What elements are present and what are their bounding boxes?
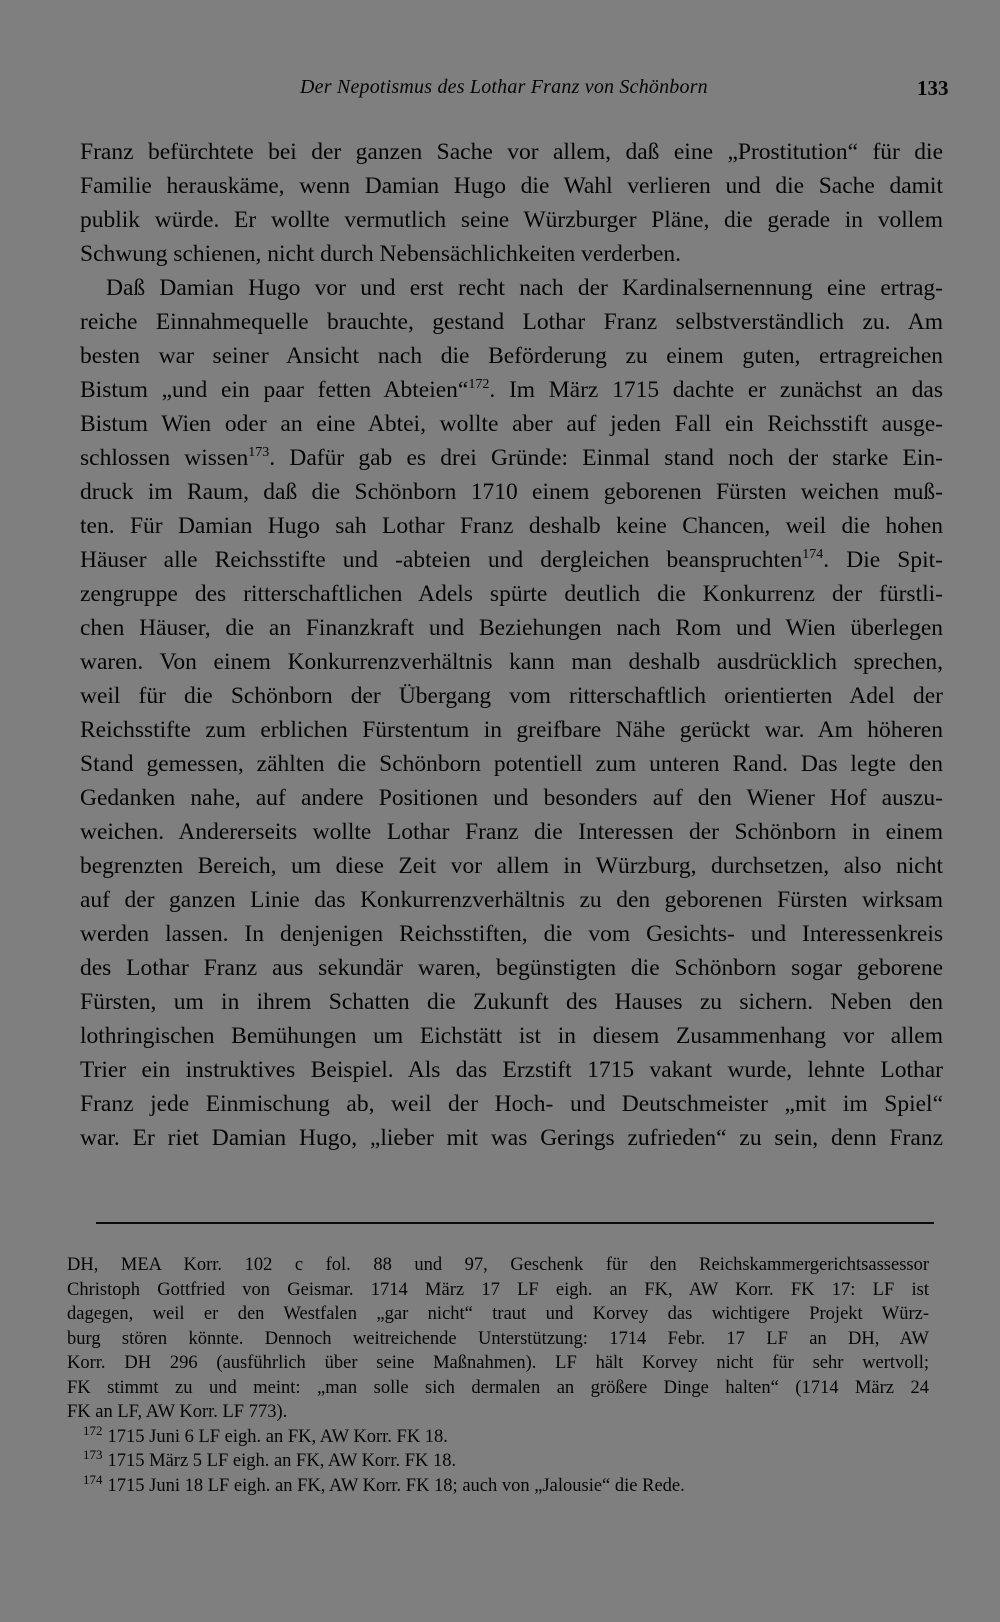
- text-line: Gedanken nahe, auf andere Positionen und besonders auf den Wiener Hof auszu-: [80, 785, 943, 811]
- text-line-with-footnote: [80, 373, 943, 407]
- text-segment: . Dafür gab es drei Gründe: Einmal stand noch der starke Ein-: [269, 445, 944, 471]
- footnote-173: [67, 1449, 929, 1474]
- text-line: Fürsten, um in ihrem Schatten die Zukunft des Hauses zu sichern. Neben den: [80, 989, 943, 1015]
- text-line: war. Er riet Damian Hugo, „lieber mit was Gerings zufrieden“ zu sein, denn Franz: [80, 1125, 943, 1151]
- footnote-text: 1715 Juni 18 LF eigh. an FK, AW Korr. FK 18; auch von „Jalousie“ die Rede.: [107, 1475, 685, 1496]
- footnote-ref-173: 173: [248, 445, 270, 460]
- text-line: auf der ganzen Linie das Konkurrenzverhältnis zu den geborenen Fürsten wirksam: [80, 887, 943, 913]
- main-text: [80, 135, 943, 1155]
- text-line: ten. Für Damian Hugo sah Lothar Franz deshalb keine Chancen, weil die hohen: [80, 513, 943, 539]
- text-line: Franz befürchtete bei der ganzen Sache vor allem, daß eine „Prostitution“ für die: [80, 139, 943, 165]
- footnote-continuation-line: dagegen, weil er den Westfalen „gar nicht“ traut und Korvey das wichtigere Projekt Würz-: [67, 1304, 929, 1324]
- footnote-number: 174: [83, 1471, 103, 1487]
- text-line: chen Häuser, die an Finanzkraft und Beziehungen nach Rom und Wien überlegen: [80, 615, 943, 641]
- text-line: Daß Damian Hugo vor und erst recht nach der Kardinalsernennung eine ertrag-: [106, 275, 943, 301]
- text-line: weil für die Schönborn der Übergang vom ritterschaftlich orientierten Adel der: [80, 683, 943, 709]
- text-line-with-footnote: [80, 441, 943, 475]
- text-line-with-footnote: [80, 543, 943, 577]
- text-line: weichen. Andererseits wollte Lothar Franz die Interessen der Schönborn in einem: [80, 819, 943, 845]
- text-line: druck im Raum, daß die Schönborn 1710 einem geborenen Fürsten weichen muß-: [80, 479, 943, 505]
- text-line: werden lassen. In denjenigen Reichsstiften, die vom Gesichts- und Interessenkreis: [80, 921, 943, 947]
- footnotes: [67, 1253, 929, 1498]
- footnote-continuation-line: FK an LF, AW Korr. LF 773).: [67, 1402, 288, 1422]
- text-line: des Lothar Franz aus sekundär waren, begünstigten die Schönborn sogar geborene: [80, 955, 943, 981]
- footnote-174: [67, 1471, 929, 1499]
- text-line: Stand gemessen, zählten die Schönborn potentiell zum unteren Rand. Das legte den: [80, 751, 943, 777]
- footnote-continuation-line: Christoph Gottfried von Geismar. 1714 März 17 LF eigh. an FK, AW Korr. FK 17: LF ist: [67, 1279, 929, 1300]
- text-line: begrenzten Bereich, um diese Zeit vor allem in Würzburg, durchsetzen, also nicht: [80, 853, 943, 879]
- text-line: reiche Einnahmequelle brauchte, gestand Lothar Franz selbstverständlich zu. Am: [80, 309, 943, 335]
- text-line: Reichsstifte zum erblichen Fürstentum in greifbare Nähe gerückt war. Am höheren: [80, 717, 943, 743]
- text-segment: . Im März 1715 dachte er zunächst an das: [489, 377, 943, 403]
- text-line: Trier ein instruktives Beispiel. Als das Erzstift 1715 vakant wurde, lehnte Lothar: [80, 1057, 943, 1083]
- text-line: lothringischen Bemühungen um Eichstätt ist in diesem Zusammenhang vor allem: [80, 1023, 943, 1049]
- footnote-number: 173: [83, 1447, 103, 1462]
- text-line: besten war seiner Ansicht nach die Beförderung zu einem guten, ertragreichen: [80, 343, 943, 369]
- footnote-continuation-line: FK stimmt zu und meint: „man solle sich dermalen an größere Dinge halten“ (1714 März 24: [67, 1377, 929, 1398]
- text-line: Familie herauskäme, wenn Damian Hugo die Wahl verlieren und die Sache damit: [80, 173, 943, 199]
- footnote-continuation-line: Korr. DH 296 (ausführlich über seine Maßnahmen). LF hält Korvey nicht für sehr wertvoll;: [67, 1353, 929, 1373]
- text-segment: Bistum „und ein paar fetten Abteien“: [80, 377, 469, 403]
- footnote-number: 172: [83, 1422, 103, 1438]
- footnote-separator: [96, 1222, 934, 1224]
- text-line: Bistum Wien oder an eine Abtei, wollte aber auf jeden Fall ein Reichsstift ausge-: [80, 411, 943, 437]
- text-line: zengruppe des ritterschaftlichen Adels spürte deutlich die Konkurrenz der fürstli-: [80, 581, 943, 607]
- text-line: Schwung schienen, nicht durch Nebensächlichkeiten verderben.: [80, 241, 681, 267]
- page-number: 133: [917, 76, 949, 100]
- footnote-text: 1715 März 5 LF eigh. an FK, AW Korr. FK 18.: [107, 1451, 457, 1471]
- footnote-text: 1715 Juni 6 LF eigh. an FK, AW Korr. FK 18.: [107, 1426, 448, 1447]
- text-segment: . Die Spit-: [823, 547, 943, 573]
- text-line: publik würde. Er wollte vermutlich seine Würzburger Pläne, die gerade in vollem: [80, 207, 943, 233]
- running-title: Der Nepotismus des Lothar Franz von Schönborn: [300, 76, 708, 98]
- footnote-ref-172: 172: [468, 377, 490, 392]
- footnote-172: [67, 1422, 929, 1450]
- footnote-ref-174: 174: [802, 547, 824, 562]
- text-segment: schlossen wissen: [80, 445, 249, 471]
- text-segment: Häuser alle Reichsstifte und -abteien und dergleichen beanspruchten: [80, 547, 803, 573]
- text-line: Franz jede Einmischung ab, weil der Hoch- und Deutschmeister „mit im Spiel“: [80, 1091, 943, 1117]
- text-line: waren. Von einem Konkurrenzverhältnis kann man deshalb ausdrücklich sprechen,: [80, 649, 943, 675]
- footnote-continuation-line: burg stören könnte. Dennoch weitreichende Unterstützung: 1714 Febr. 17 LF an DH, AW: [67, 1328, 929, 1349]
- footnote-continuation-line: DH, MEA Korr. 102 c fol. 88 und 97, Geschenk für den Reichskammergerichtsassessor: [67, 1255, 929, 1275]
